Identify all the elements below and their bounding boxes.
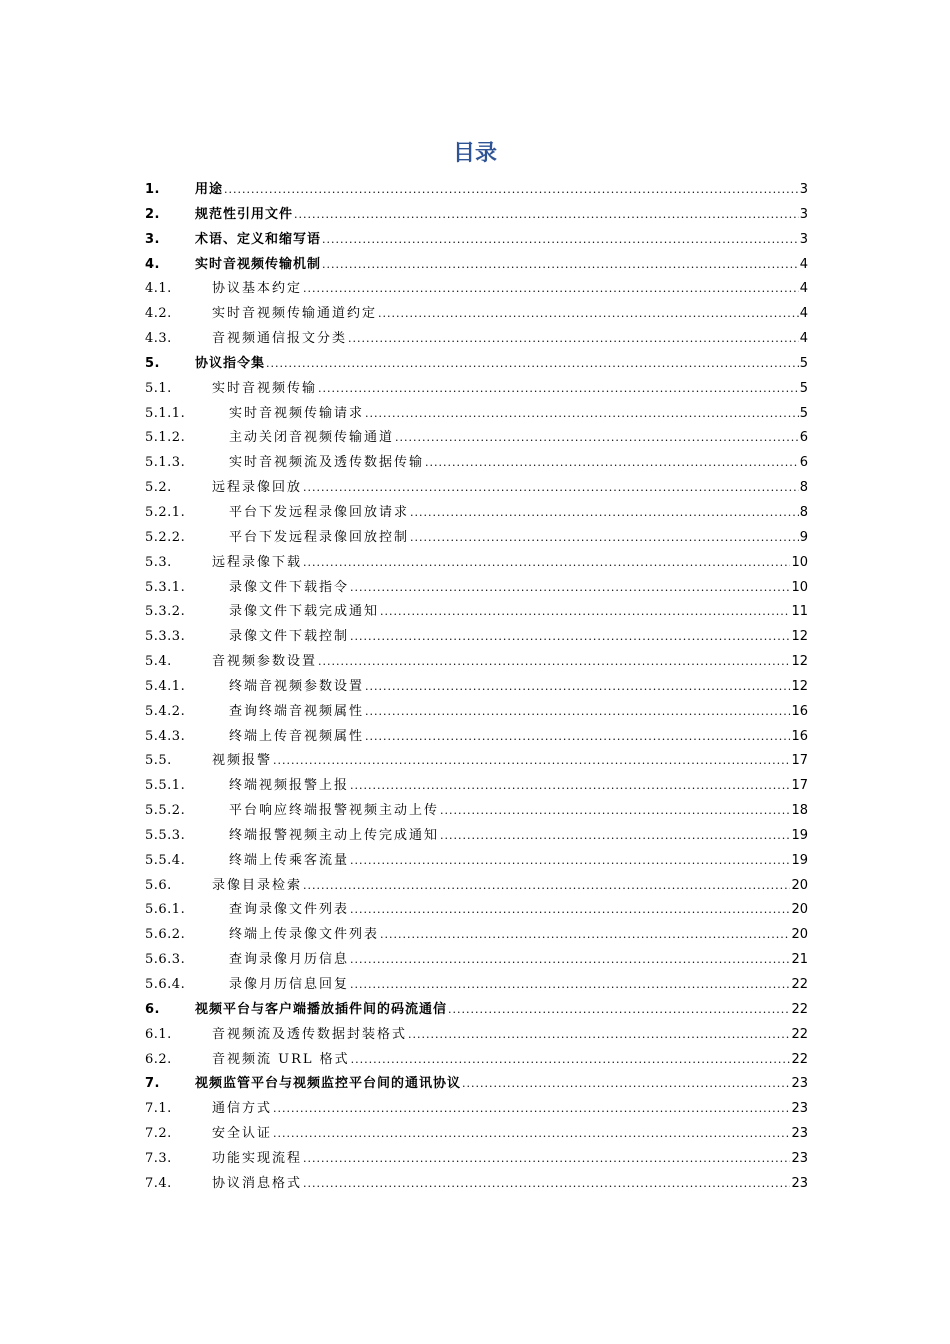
toc-entry-title[interactable]: 协议基本约定 (212, 281, 303, 297)
toc-entry-page-number: 11 (791, 604, 808, 620)
table-of-contents (145, 178, 808, 1197)
toc-entry-number: 5.6.1. (145, 902, 186, 918)
toc-entry-page-number: 3 (799, 182, 808, 197)
toc-entry-number: 4.3. (145, 331, 172, 347)
toc-entry-title[interactable]: 查询录像月历信息 (229, 952, 350, 968)
toc-entry-title[interactable]: 平台响应终端报警视频主动上传 (229, 803, 440, 819)
toc-entry-number: 7.1. (145, 1101, 172, 1117)
toc-entry[interactable] (145, 551, 808, 576)
toc-entry-page-number: 5 (799, 380, 808, 396)
toc-entry-page-number: 10 (791, 554, 808, 570)
toc-entry-number: 5.1.2. (145, 430, 186, 446)
toc-entry-number: 5.4.1. (145, 678, 186, 694)
toc-entry[interactable] (145, 998, 808, 1023)
toc-entry[interactable] (145, 973, 808, 998)
dot-leader (294, 208, 799, 221)
dot-leader (266, 357, 799, 370)
dot-leader (273, 1127, 790, 1140)
toc-entry-number: 5.2. (145, 480, 172, 496)
toc-entry-title[interactable]: 视频报警 (212, 753, 273, 769)
toc-entry-title[interactable]: 录像文件下载指令 (229, 579, 350, 595)
toc-entry-number: 5.3.3. (145, 629, 186, 645)
toc-entry-number: 5.3.1. (145, 579, 186, 595)
toc-entry[interactable] (145, 849, 808, 874)
toc-entry-number: 5.1. (145, 380, 172, 396)
toc-entry-number: 5.6.3. (145, 952, 186, 968)
toc-entry-page-number: 19 (791, 827, 808, 843)
toc-entry-number: 5.3.2. (145, 604, 186, 620)
toc-entry-title[interactable]: 录像月历信息回复 (229, 977, 350, 992)
toc-entry-number: 5.1.3. (145, 455, 186, 471)
toc-entry[interactable] (145, 327, 808, 352)
toc-entry[interactable] (145, 650, 808, 675)
toc-entry[interactable] (145, 898, 808, 923)
toc-entry-number: 5.4.3. (145, 728, 186, 744)
dot-leader (350, 953, 790, 966)
toc-entry[interactable] (145, 824, 808, 849)
toc-entry-page-number: 23 (791, 1076, 808, 1092)
dot-leader (365, 730, 790, 743)
toc-entry-number: 5.2.2. (145, 529, 186, 545)
toc-entry-page-number: 22 (791, 977, 808, 992)
toc-entry[interactable] (145, 1048, 808, 1073)
toc-entry-number: 5.5.4. (145, 852, 186, 868)
toc-entry[interactable] (145, 426, 808, 451)
toc-entry-number: 4.1. (145, 281, 172, 297)
toc-entry-number: 5.2.1. (145, 504, 186, 520)
toc-entry-title[interactable]: 平台下发远程录像回放控制 (229, 529, 410, 545)
toc-entry-title[interactable]: 主动关闭音视频传输通道 (229, 430, 395, 446)
toc-entry-number: 5.5.2. (145, 803, 186, 819)
toc-entry-page-number: 6 (799, 430, 808, 446)
dot-leader (303, 1152, 790, 1165)
toc-entry-title[interactable]: 录像文件下载完成通知 (229, 604, 380, 620)
toc-entry-number: 6.2. (145, 1051, 172, 1067)
toc-entry-number: 2. (145, 206, 160, 222)
toc-entry[interactable] (145, 1023, 808, 1048)
toc-entry-title[interactable]: 远程录像回放 (212, 480, 303, 496)
toc-entry[interactable] (145, 1122, 808, 1147)
toc-entry[interactable] (145, 352, 808, 377)
toc-entry[interactable] (145, 1147, 808, 1172)
toc-entry-title[interactable]: 远程录像下载 (212, 554, 303, 570)
dot-leader (380, 605, 790, 618)
toc-entry-title[interactable]: 音视频流及透传数据封装格式 (212, 1026, 408, 1042)
toc-entry[interactable] (145, 725, 808, 750)
toc-entry[interactable] (145, 402, 808, 427)
toc-entry-number: 6. (145, 1001, 160, 1017)
toc-entry-page-number: 5 (799, 405, 808, 421)
toc-entry-title[interactable]: 音视频参数设置 (212, 654, 318, 670)
toc-entry-title[interactable]: 协议指令集 (195, 355, 266, 371)
toc-entry-number: 7.2. (145, 1126, 172, 1142)
toc-entry[interactable] (145, 600, 808, 625)
toc-entry[interactable] (145, 253, 808, 278)
toc-entry-number: 7. (145, 1076, 160, 1092)
toc-entry-title[interactable]: 通信方式 (212, 1101, 273, 1117)
toc-entry[interactable] (145, 1172, 808, 1197)
toc-entry-page-number: 9 (799, 529, 808, 545)
toc-entry-page-number: 16 (791, 728, 808, 744)
toc-entry-number: 5. (145, 355, 160, 371)
toc-entry-page-number: 17 (791, 778, 808, 794)
toc-entry-title[interactable]: 实时音视频传输 (212, 380, 318, 396)
toc-entry-title[interactable]: 终端上传乘客流量 (229, 852, 350, 868)
dot-leader (462, 1077, 790, 1090)
toc-entry-page-number: 20 (791, 902, 808, 918)
toc-entry-title[interactable]: 视频监管平台与视频监控平台间的通讯协议 (195, 1076, 462, 1092)
toc-entry[interactable] (145, 799, 808, 824)
toc-entry-number: 5.4.2. (145, 703, 186, 719)
dot-leader (448, 1003, 790, 1016)
toc-entry-title[interactable]: 用途 (195, 182, 224, 197)
toc-entry[interactable] (145, 377, 808, 402)
dot-leader (318, 382, 799, 395)
toc-entry[interactable] (145, 874, 808, 899)
dot-leader (350, 854, 790, 867)
toc-entry-title[interactable]: 实时音视频传输机制 (195, 256, 322, 272)
dot-leader (303, 556, 790, 569)
toc-entry-number: 5.6. (145, 877, 172, 893)
toc-entry-page-number: 23 (791, 1175, 808, 1191)
dot-leader (350, 903, 790, 916)
dot-leader (380, 928, 790, 941)
toc-entry-page-number: 22 (791, 1001, 808, 1017)
toc-entry-number: 1. (145, 182, 160, 197)
toc-entry-title[interactable]: 规范性引用文件 (195, 206, 294, 222)
dot-leader (303, 879, 790, 892)
toc-entry[interactable] (145, 700, 808, 725)
toc-entry-page-number: 17 (791, 753, 808, 769)
dot-leader (350, 581, 790, 594)
toc-entry-number: 5.1.1. (145, 405, 186, 421)
dot-leader (440, 804, 790, 817)
toc-entry-page-number: 23 (791, 1126, 808, 1142)
toc-title: 目录 (452, 141, 497, 166)
toc-entry-number: 7.4. (145, 1175, 172, 1191)
dot-leader (365, 407, 799, 420)
toc-entry[interactable] (145, 203, 808, 228)
dot-leader (350, 779, 790, 792)
dot-leader (410, 506, 799, 519)
toc-entry-number: 4. (145, 256, 160, 272)
dot-leader (350, 630, 790, 643)
toc-entry-title[interactable]: 实时音视频流及透传数据传输 (229, 455, 425, 471)
toc-entry-title[interactable]: 查询录像文件列表 (229, 902, 350, 918)
toc-entry-page-number: 21 (791, 952, 808, 968)
toc-entry-title[interactable]: 终端报警视频主动上传完成通知 (229, 827, 440, 843)
toc-entry-number: 5.5. (145, 753, 172, 769)
toc-entry-number: 5.6.2. (145, 927, 186, 943)
toc-entry[interactable] (145, 948, 808, 973)
toc-entry-page-number: 20 (791, 927, 808, 943)
toc-entry-page-number: 18 (791, 803, 808, 819)
toc-entry-number: 5.3. (145, 554, 172, 570)
toc-entry-title[interactable]: 终端上传录像文件列表 (229, 927, 380, 943)
toc-entry-page-number: 8 (799, 480, 808, 496)
toc-entry[interactable] (145, 526, 808, 551)
toc-entry-number: 7.3. (145, 1150, 172, 1166)
toc-entry[interactable] (145, 451, 808, 476)
toc-entry-page-number: 12 (791, 654, 808, 670)
dot-leader (350, 978, 790, 991)
toc-entry-title[interactable]: 协议消息格式 (212, 1175, 303, 1191)
toc-entry-title[interactable]: 安全认证 (212, 1126, 273, 1142)
toc-entry[interactable] (145, 476, 808, 501)
toc-entry-number: 3. (145, 231, 160, 247)
toc-entry-title[interactable]: 术语、定义和缩写语 (195, 231, 322, 247)
toc-entry-page-number: 19 (791, 852, 808, 868)
toc-entry[interactable] (145, 302, 808, 327)
toc-entry-page-number: 3 (799, 206, 808, 222)
toc-entry-title[interactable]: 录像文件下载控制 (229, 629, 350, 645)
toc-entry-page-number: 10 (791, 579, 808, 595)
toc-entry[interactable] (145, 277, 808, 302)
dot-leader (224, 183, 799, 196)
toc-entry-page-number: 12 (791, 678, 808, 694)
toc-entry-number: 5.5.1. (145, 778, 186, 794)
toc-entry-title[interactable]: 视频平台与客户端播放插件间的码流通信 (195, 1001, 448, 1017)
toc-entry-page-number: 6 (799, 455, 808, 471)
toc-entry-title[interactable]: 查询终端音视频属性 (229, 703, 365, 719)
toc-entry-title[interactable]: 终端音视频参数设置 (229, 678, 365, 694)
dot-leader (303, 481, 799, 494)
toc-entry-page-number: 12 (791, 629, 808, 645)
dot-leader (351, 1053, 791, 1066)
toc-entry-title[interactable]: 功能实现流程 (212, 1150, 303, 1166)
toc-entry-title[interactable]: 实时音视频传输通道约定 (212, 306, 378, 322)
toc-entry-number: 5.6.4. (145, 977, 186, 992)
toc-entry[interactable] (145, 228, 808, 253)
toc-entry[interactable] (145, 1072, 808, 1097)
dot-leader (273, 1102, 790, 1115)
toc-entry[interactable] (145, 576, 808, 601)
dot-leader (303, 282, 799, 295)
toc-entry-title[interactable]: 音视频通信报文分类 (212, 331, 348, 347)
toc-entry-number: 5.5.3. (145, 827, 186, 843)
toc-entry[interactable] (145, 774, 808, 799)
toc-entry-page-number: 23 (791, 1150, 808, 1166)
toc-entry-page-number: 4 (799, 256, 808, 272)
dot-leader (408, 1028, 790, 1041)
toc-entry-page-number: 5 (799, 355, 808, 371)
toc-entry-page-number: 22 (791, 1051, 808, 1067)
toc-entry-page-number: 4 (799, 306, 808, 322)
dot-leader (395, 431, 799, 444)
toc-entry-number: 4.2. (145, 306, 172, 322)
dot-leader (273, 754, 790, 767)
toc-entry-page-number: 8 (799, 504, 808, 520)
toc-entry-title[interactable]: 音视频流 URL 格式 (212, 1051, 350, 1067)
toc-entry-page-number: 3 (799, 231, 808, 247)
dot-leader (440, 829, 790, 842)
dot-leader (318, 655, 790, 668)
dot-leader (378, 307, 799, 320)
dot-leader (410, 531, 799, 544)
toc-entry[interactable] (145, 749, 808, 774)
toc-entry-page-number: 4 (799, 281, 808, 297)
toc-entry-number: 5.4. (145, 654, 172, 670)
dot-leader (322, 233, 799, 246)
toc-entry-title[interactable]: 平台下发远程录像回放请求 (229, 504, 410, 520)
toc-entry-number: 6.1. (145, 1026, 172, 1042)
toc-entry-page-number: 16 (791, 703, 808, 719)
dot-leader (348, 332, 799, 345)
dot-leader (303, 1177, 790, 1190)
toc-entry[interactable] (145, 675, 808, 700)
toc-entry-title[interactable]: 终端上传音视频属性 (229, 728, 365, 744)
dot-leader (425, 456, 799, 469)
toc-entry[interactable] (145, 923, 808, 948)
toc-entry-title[interactable]: 终端视频报警上报 (229, 778, 350, 794)
dot-leader (365, 705, 790, 718)
toc-entry-page-number: 4 (799, 331, 808, 347)
toc-entry[interactable] (145, 178, 808, 203)
toc-entry[interactable] (145, 1097, 808, 1122)
toc-entry-title[interactable]: 录像目录检索 (212, 877, 303, 893)
toc-entry-page-number: 23 (791, 1101, 808, 1117)
toc-entry-page-number: 22 (791, 1026, 808, 1042)
dot-leader (365, 680, 790, 693)
toc-entry[interactable] (145, 501, 808, 526)
toc-entry[interactable] (145, 625, 808, 650)
dot-leader (322, 258, 799, 271)
toc-entry-page-number: 20 (791, 877, 808, 893)
toc-entry-title[interactable]: 实时音视频传输请求 (229, 405, 365, 421)
